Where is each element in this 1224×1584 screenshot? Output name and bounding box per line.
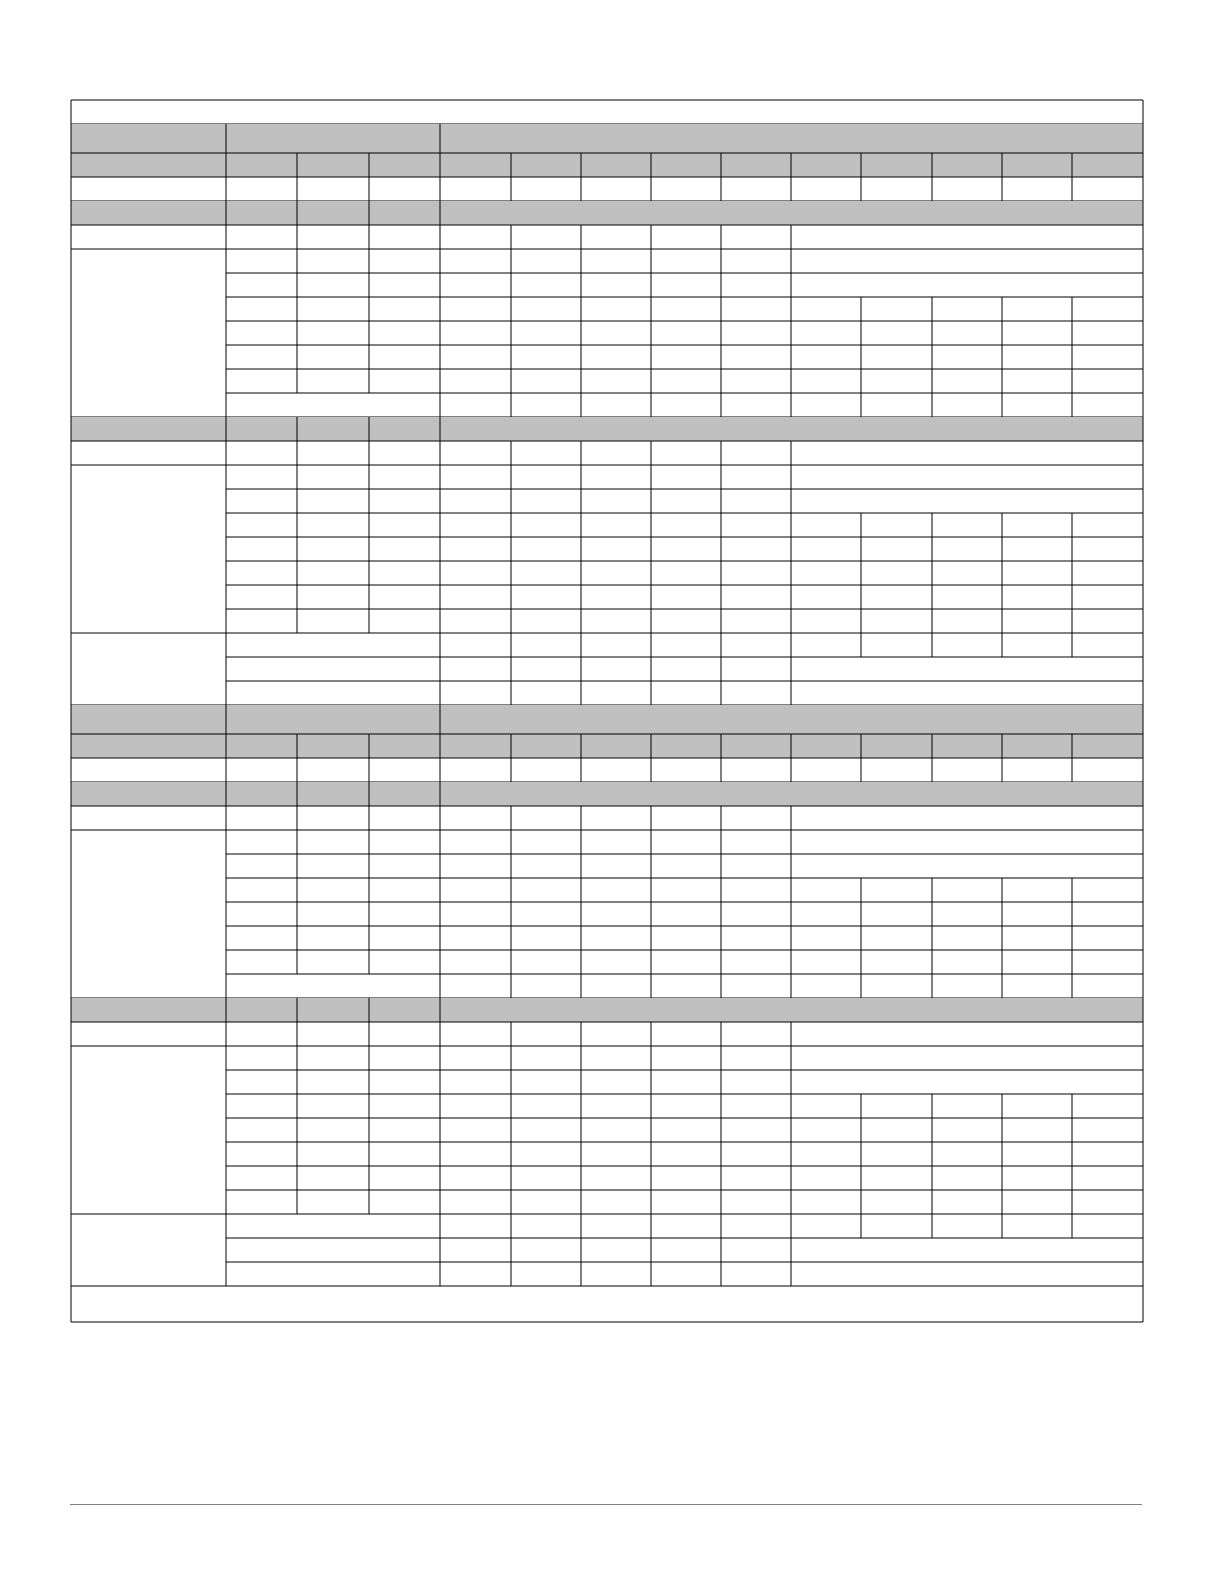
shaded-cell	[71, 705, 1143, 734]
footer-rule	[70, 1504, 1142, 1505]
shaded-cell	[71, 124, 1143, 153]
shaded-cell	[71, 417, 1143, 441]
shaded-cell	[71, 201, 1143, 225]
shaded-cell	[71, 782, 1143, 806]
shaded-cell	[71, 153, 1143, 177]
shaded-cell	[71, 734, 1143, 758]
shaded-cell	[71, 998, 1143, 1022]
